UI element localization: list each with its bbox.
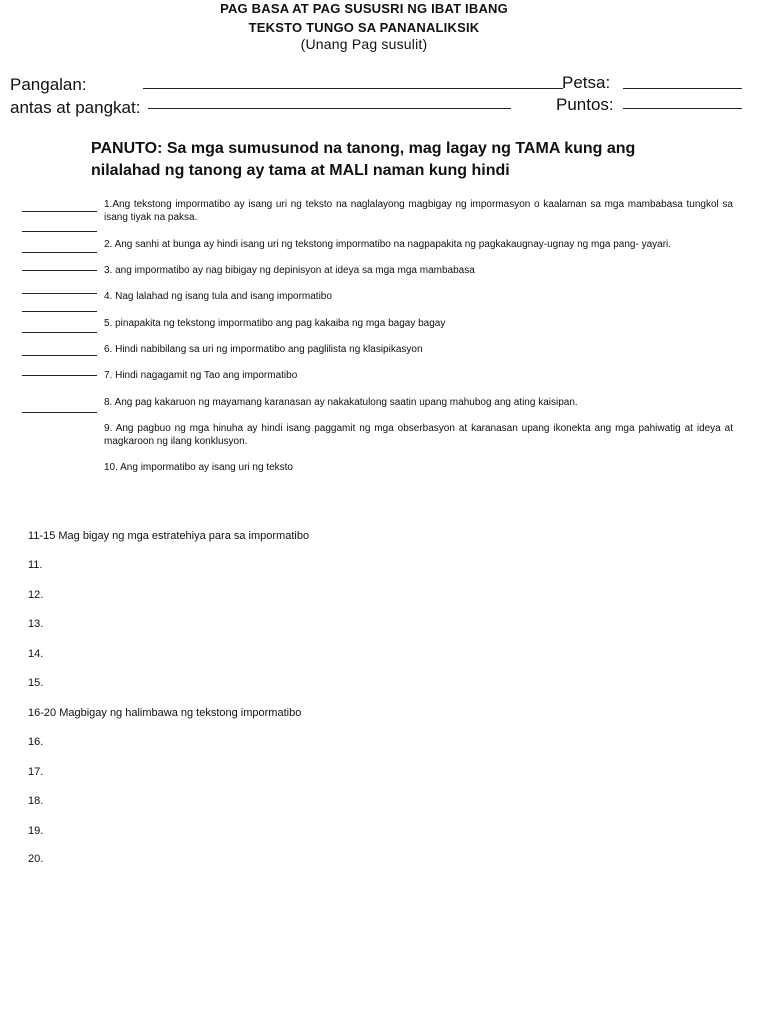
section-line[interactable] xyxy=(148,108,511,109)
answer-blank[interactable] xyxy=(22,252,97,253)
section2-heading: 11-15 Mag bigay ng mga estratehiya para sa impormatibo xyxy=(28,530,310,542)
question-item: 8. Ang pag kakaruon ng mayamang karanasan ay nakakatulong saatin upang mahubog ang ating kaisipan. xyxy=(104,397,578,408)
answer-blank[interactable] xyxy=(22,332,97,333)
document-title-line2: TEKSTO TUNGO SA PANANALIKSIK xyxy=(248,20,480,35)
answer-blank[interactable] xyxy=(22,355,97,356)
answer-blank[interactable] xyxy=(22,412,97,413)
list-item: 14. xyxy=(28,648,44,660)
answer-blank[interactable] xyxy=(22,231,97,232)
list-item: 15. xyxy=(28,677,44,689)
question-item: 7. Hindi nagagamit ng Tao ang impormatibo xyxy=(104,370,298,381)
question-item: 5. pinapakita ng tekstong impormatibo ang pag kakaiba ng mga bagay bagay xyxy=(104,318,446,329)
section3-heading: 16-20 Magbigay ng halimbawa ng tekstong impormatibo xyxy=(28,707,302,719)
question-item: 2. Ang sanhi at bunga ay hindi isang uri ng tekstong impormatibo na nagpapakita ng pagkakaugnay-ugnay ng mga pang- yayari. xyxy=(104,239,672,250)
date-label: Petsa: xyxy=(562,73,611,92)
question-item: 1.Ang tekstong impormatibo ay isang uri ng teksto na naglalayong magbigay ng impormasyon o kaalaman sa mga mambabasa tungkol sa isang tiyak na paksa. xyxy=(104,199,733,223)
answer-blank[interactable] xyxy=(22,311,97,312)
answer-blank[interactable] xyxy=(22,293,97,294)
list-item: 19. xyxy=(28,825,44,837)
instruction-text: PANUTO: Sa mga sumusunod na tanong, mag lagay ng TAMA kung ang nilalahad ng tanong ay tama at MALI naman kung hindi xyxy=(91,140,636,179)
score-label: Puntos: xyxy=(556,95,614,114)
date-line[interactable] xyxy=(623,88,742,89)
question-item: 6. Hindi nabibilang sa uri ng impormatibo ang paglilista ng klasipikasyon xyxy=(104,344,423,355)
question-item: 9. Ang pagbuo ng mga hinuha ay hindi isang paggamit ng mga obserbasyon at karanasan upang ikonekta ang mga pahiwatig at ideya at magkaroon ng ilang konklusyon. xyxy=(104,423,733,447)
answer-blank[interactable] xyxy=(22,211,97,212)
question-item: 4. Nag lalahad ng isang tula and isang impormatibo xyxy=(104,291,332,302)
question-item: 3. ang impormatibo ay nag bibigay ng depinisyon at ideya sa mga mga mambabasa xyxy=(104,265,475,276)
list-item: 13. xyxy=(28,618,44,630)
score-line[interactable] xyxy=(623,108,742,109)
section-label: antas at pangkat: xyxy=(10,98,141,117)
list-item: 11. xyxy=(28,559,43,571)
document-title-line1: PAG BASA AT PAG SUSUSRI NG IBAT IBANG xyxy=(220,1,508,16)
list-item: 17. xyxy=(28,766,44,778)
answer-blank[interactable] xyxy=(22,270,97,271)
question-item: 10. Ang impormatibo ay isang uri ng teksto xyxy=(104,462,293,473)
name-line[interactable] xyxy=(143,88,563,89)
list-item: 20. xyxy=(28,853,44,865)
list-item: 18. xyxy=(28,795,44,807)
document-subtitle: (Unang Pag susulit) xyxy=(300,36,428,52)
name-label: Pangalan: xyxy=(10,75,87,94)
list-item: 12. xyxy=(28,589,44,601)
list-item: 16. xyxy=(28,736,44,748)
answer-blank[interactable] xyxy=(22,375,97,376)
